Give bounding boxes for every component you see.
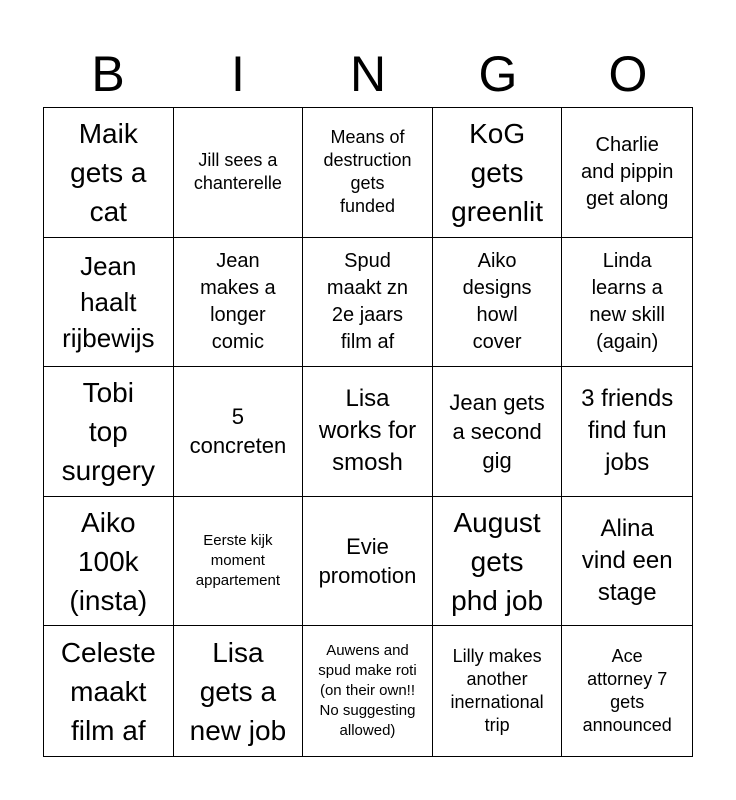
bingo-cell[interactable] bbox=[44, 238, 174, 368]
bingo-header bbox=[43, 44, 693, 104]
bingo-cell[interactable] bbox=[303, 238, 433, 368]
cell-text: Auwens and spud make roti (on their own!! No suggesting allowed) bbox=[318, 642, 417, 740]
cell-text: Eerste kijk moment appartement bbox=[195, 532, 280, 590]
cell-text: Aiko designs howl cover bbox=[462, 249, 532, 353]
header-letter-b: B bbox=[91, 46, 125, 102]
bingo-cell[interactable] bbox=[44, 108, 174, 238]
bingo-cell[interactable] bbox=[433, 626, 563, 756]
bingo-cell[interactable] bbox=[174, 497, 304, 627]
cell-text: Aiko 100k (insta) bbox=[69, 506, 148, 616]
cell-text: Lisa gets a new job bbox=[189, 636, 287, 746]
bingo-cell[interactable] bbox=[433, 367, 563, 497]
bingo-cell[interactable] bbox=[303, 626, 433, 756]
bingo-cell[interactable] bbox=[44, 626, 174, 756]
header-letter-n: N bbox=[349, 46, 387, 102]
bingo-cell[interactable] bbox=[174, 367, 304, 497]
bingo-cell[interactable] bbox=[433, 497, 563, 627]
bingo-cell[interactable] bbox=[562, 497, 692, 627]
bingo-cell[interactable] bbox=[44, 497, 174, 627]
bingo-cell[interactable] bbox=[562, 367, 692, 497]
bingo-cell[interactable] bbox=[433, 108, 563, 238]
cell-text: Spud maakt zn 2e jaars film af bbox=[326, 249, 409, 353]
cell-text: Means of destruction gets funded bbox=[323, 127, 412, 217]
cell-text: 3 friends find fun jobs bbox=[581, 385, 674, 477]
cell-text: Charlie and pippin get along bbox=[581, 133, 674, 210]
bingo-cell[interactable] bbox=[44, 367, 174, 497]
bingo-cell[interactable] bbox=[303, 497, 433, 627]
cell-text: Alina vind een stage bbox=[581, 515, 673, 607]
cell-text: Lilly makes another inernational trip bbox=[450, 646, 544, 736]
bingo-cell[interactable] bbox=[174, 626, 304, 756]
cell-text: Tobi top surgery bbox=[61, 376, 155, 486]
cell-text: Celeste maakt film af bbox=[60, 636, 156, 746]
cell-text: Evie promotion bbox=[318, 534, 417, 589]
header-letter-o: O bbox=[608, 46, 648, 102]
bingo-cell[interactable] bbox=[174, 108, 304, 238]
bingo-board bbox=[43, 107, 693, 757]
bingo-cell[interactable] bbox=[303, 108, 433, 238]
cell-text: Maik gets a cat bbox=[70, 117, 147, 227]
cell-text: KoG gets greenlit bbox=[451, 117, 544, 227]
cell-text: Linda learns a new skill (again) bbox=[589, 249, 665, 353]
cell-text: Ace attorney 7 gets announced bbox=[582, 646, 672, 736]
header-letter-i: I bbox=[231, 46, 245, 102]
bingo-cell[interactable] bbox=[174, 238, 304, 368]
cell-text: Lisa works for smosh bbox=[318, 385, 417, 477]
header-letter-g: G bbox=[478, 46, 518, 102]
cell-text: Jean makes a longer comic bbox=[200, 249, 276, 353]
bingo-cell[interactable] bbox=[433, 238, 563, 368]
bingo-cell[interactable] bbox=[562, 238, 692, 368]
bingo-cell[interactable] bbox=[303, 367, 433, 497]
bingo-cell[interactable] bbox=[562, 108, 692, 238]
cell-text: August gets phd job bbox=[451, 506, 544, 616]
cell-text: Jill sees a chanterelle bbox=[193, 150, 282, 194]
bingo-cell[interactable] bbox=[562, 626, 692, 756]
cell-text: 5 concreten bbox=[189, 404, 287, 459]
cell-text: Jean haalt rijbewijs bbox=[62, 250, 155, 353]
cell-text: Jean gets a second gig bbox=[449, 389, 545, 473]
